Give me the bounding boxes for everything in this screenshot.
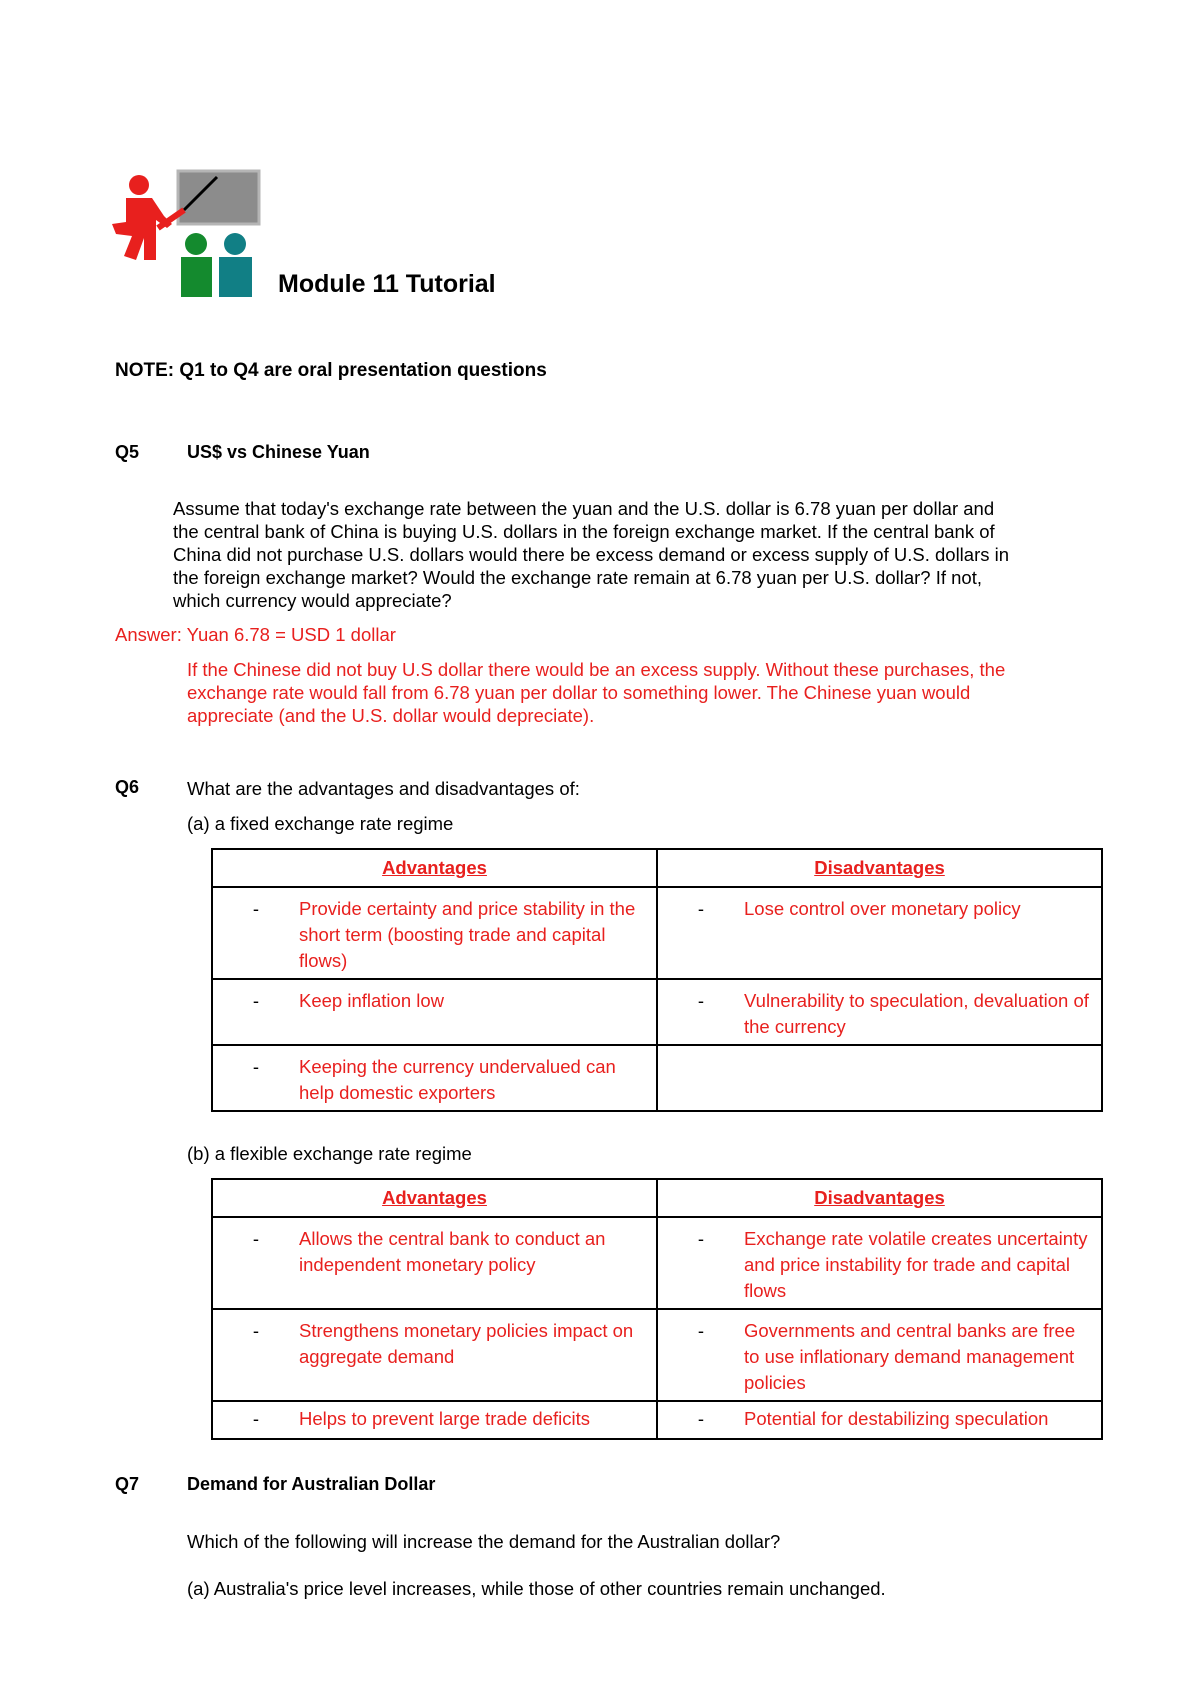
advantage-item: Keeping the currency undervalued can help domestic exporters bbox=[299, 1056, 616, 1103]
q5-number: Q5 bbox=[115, 442, 140, 462]
advantage-item: Strengthens monetary policies impact on aggregate demand bbox=[299, 1320, 634, 1367]
disadvantages-header: Disadvantages bbox=[657, 1179, 1102, 1217]
advantage-item: Allows the central bank to conduct an independent monetary policy bbox=[299, 1228, 606, 1275]
presenter-logo-icon bbox=[112, 168, 262, 300]
q6-question: What are the advantages and disadvantages of: bbox=[187, 778, 580, 799]
q7-number: Q7 bbox=[115, 1474, 140, 1494]
q7-part-a: (a) Australia's price level increases, while those of other countries remain unchanged. bbox=[187, 1578, 886, 1599]
advantage-item: Provide certainty and price stability in the short term (boosting trade and capital flows) bbox=[299, 898, 636, 971]
fixed-regime-table bbox=[211, 848, 1103, 1112]
advantages-header: Advantages bbox=[212, 849, 657, 887]
q5-answer-text: If the Chinese did not buy U.S dollar there would be an excess supply. Without these purchases, the exchange rate would fall from 6.78 yuan per dollar to something lower. The Chinese yuan would appreciate (and the U.S. dollar would depreciate). bbox=[187, 659, 1006, 726]
table-row: - Helps to prevent large trade deficits - Potential for destabilizing speculation bbox=[212, 1401, 1102, 1439]
q6-part-a: (a) a fixed exchange rate regime bbox=[187, 813, 454, 834]
q7-question: Which of the following will increase the demand for the Australian dollar? bbox=[187, 1531, 781, 1552]
table-row: - Provide certainty and price stability in the short term (boosting trade and capital flows) - Lose control over monetary policy bbox=[212, 887, 1102, 979]
q7-heading: Demand for Australian Dollar bbox=[187, 1474, 436, 1494]
disadvantage-item: Exchange rate volatile creates uncertainty and price instability for trade and capital flows bbox=[744, 1228, 1088, 1301]
disadvantage-item: Potential for destabilizing speculation bbox=[744, 1408, 1049, 1429]
q6-part-b: (b) a flexible exchange rate regime bbox=[187, 1143, 472, 1164]
advantage-item: Helps to prevent large trade deficits bbox=[299, 1408, 591, 1429]
advantages-header: Advantages bbox=[212, 1179, 657, 1217]
flexible-regime-table bbox=[211, 1178, 1103, 1440]
disadvantage-item: Governments and central banks are free to use inflationary demand management policies bbox=[744, 1320, 1076, 1393]
disadvantage-item: Vulnerability to speculation, devaluation of the currency bbox=[744, 990, 1089, 1037]
note-text: NOTE: Q1 to Q4 are oral presentation questions bbox=[115, 360, 547, 381]
page-title: Module 11 Tutorial bbox=[278, 270, 496, 298]
disadvantage-item: Lose control over monetary policy bbox=[744, 898, 1021, 919]
advantage-item: Keep inflation low bbox=[299, 990, 445, 1011]
q6-number: Q6 bbox=[115, 777, 140, 797]
q5-heading: US$ vs Chinese Yuan bbox=[187, 442, 370, 462]
table-row: - Strengthens monetary policies impact on aggregate demand - Governments and central banks are free to use inflationary demand management policies bbox=[212, 1309, 1102, 1401]
q5-answer-label: Answer: Yuan 6.78 = USD 1 dollar bbox=[115, 624, 396, 645]
q5-question: Assume that today's exchange rate between the yuan and the U.S. dollar is 6.78 yuan per dollar and the central bank of China is buying U.S. dollars in the foreign exchange market. If the central bank of China did not purchase U.S. dollars would there be excess demand or excess supply of U.S. dollars in the foreign exchange market? Would the exchange rate remain at 6.78 yuan per U.S. dollar? If not, which currency would appreciate? bbox=[173, 498, 1010, 611]
table-row: - Keeping the currency undervalued can help domestic exporters bbox=[212, 1045, 1102, 1111]
table-row: - Keep inflation low - Vulnerability to speculation, devaluation of the currency bbox=[212, 979, 1102, 1045]
disadvantages-header: Disadvantages bbox=[657, 849, 1102, 887]
table-row: - Allows the central bank to conduct an independent monetary policy - Exchange rate volatile creates uncertainty and price instability for trade and capital flows bbox=[212, 1217, 1102, 1309]
